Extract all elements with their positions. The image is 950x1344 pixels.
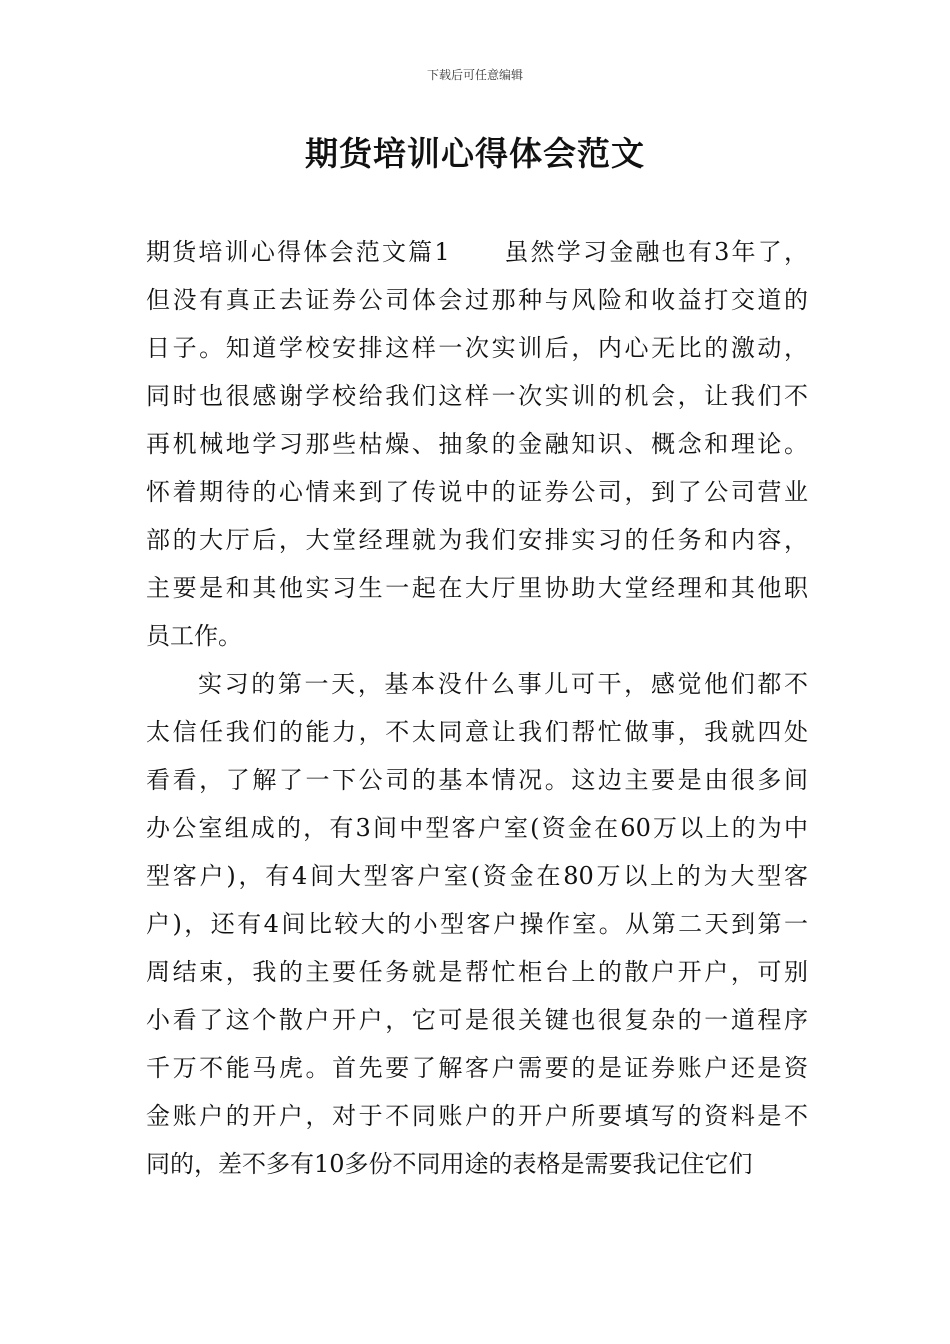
- text-line: 办公室组成的，有3间中型客户室(资金在60万以上的为中: [146, 814, 808, 842]
- text-line: 周结束，我的主要任务就是帮忙柜台上的散户开户，可别: [146, 958, 808, 986]
- document-title: 期货培训心得体会范文: [305, 134, 645, 173]
- header-note: 下载后可任意编辑: [426, 68, 523, 82]
- text-line: 期货培训心得体会范文篇1 虽然学习金融也有3年了，: [146, 238, 808, 266]
- text-line: 再机械地学习那些枯燥、抽象的金融知识、概念和理论。: [146, 430, 808, 458]
- paragraph-2: [146, 660, 808, 1188]
- paragraph-1: [146, 228, 808, 660]
- text-line: 怀着期待的心情来到了传说中的证券公司，到了公司营业: [146, 478, 808, 506]
- text-line: 看看，了解了一下公司的基本情况。这边主要是由很多间: [146, 766, 808, 794]
- document-body: [146, 228, 808, 1188]
- text-line: 户)，还有4间比较大的小型客户操作室。从第二天到第一: [146, 910, 808, 938]
- text-line: 金账户的开户，对于不同账户的开户所要填写的资料是不: [146, 1102, 808, 1130]
- text-line: 但没有真正去证券公司体会过那种与风险和收益打交道的: [146, 286, 808, 314]
- text-line: 员工作。: [146, 622, 242, 650]
- text-line: 同时也很感谢学校给我们这样一次实训的机会，让我们不: [146, 382, 808, 410]
- text-line: 小看了这个散户开户，它可是很关键也很复杂的一道程序: [146, 1006, 808, 1034]
- text-line: 型客户)，有4间大型客户室(资金在80万以上的为大型客: [146, 862, 808, 890]
- text-line: 日子。知道学校安排这样一次实训后，内心无比的激动，: [146, 334, 808, 362]
- text-line: 太信任我们的能力，不太同意让我们帮忙做事，我就四处: [146, 718, 808, 746]
- text-line: 千万不能马虎。首先要了解客户需要的是证券账户还是资: [146, 1054, 808, 1082]
- text-line: 部的大厅后，大堂经理就为我们安排实习的任务和内容，: [146, 526, 808, 554]
- text-line: 实习的第一天，基本没什么事儿可干，感觉他们都不: [198, 670, 808, 698]
- text-line: 主要是和其他实习生一起在大厅里协助大堂经理和其他职: [146, 574, 808, 602]
- text-line: 同的，差不多有10多份不同用途的表格是需要我记住它们: [146, 1150, 753, 1178]
